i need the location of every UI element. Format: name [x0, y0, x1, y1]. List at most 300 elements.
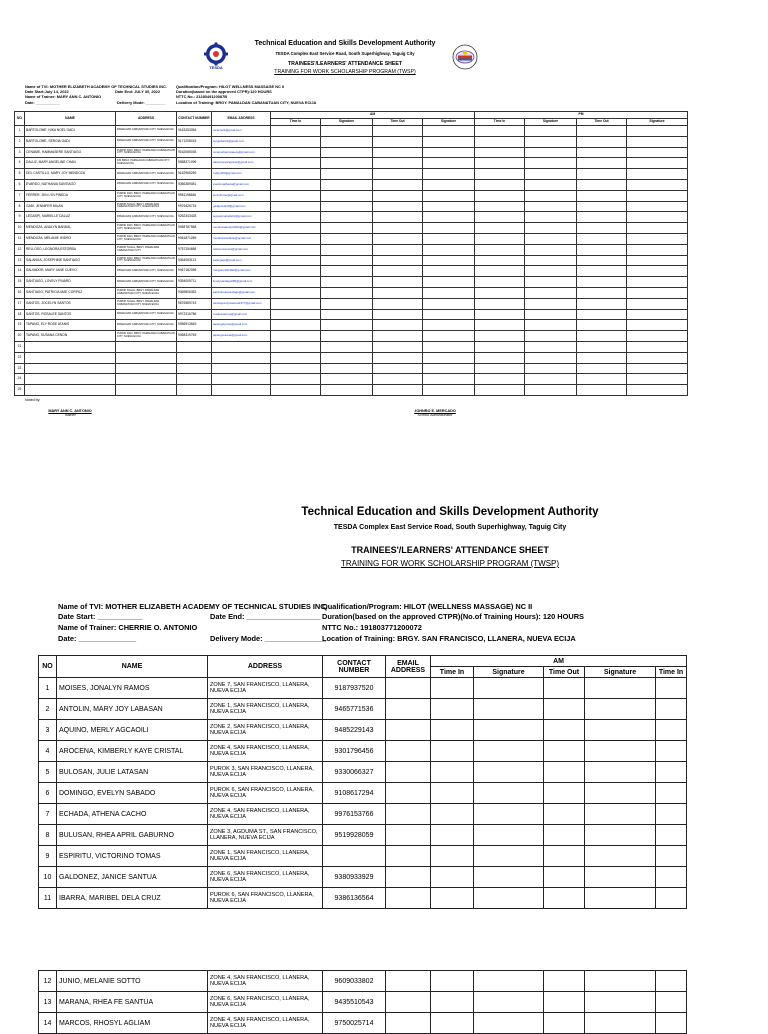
- pm-signature-cell[interactable]: [525, 320, 577, 331]
- pm-signature-cell[interactable]: [525, 147, 577, 158]
- am-time-out-cell[interactable]: [373, 287, 423, 298]
- pm-time-in-cell[interactable]: [656, 783, 687, 804]
- am-signature-cell[interactable]: [321, 223, 373, 234]
- am-time-in-cell[interactable]: [271, 201, 321, 212]
- am-signature-cell[interactable]: [474, 846, 544, 867]
- pm-signature-2-cell[interactable]: [627, 255, 688, 266]
- pm-time-out-cell[interactable]: [577, 179, 627, 190]
- pm-signature-2-cell[interactable]: [627, 136, 688, 147]
- pm-time-out-cell[interactable]: [577, 320, 627, 331]
- am-time-out-cell[interactable]: [544, 971, 585, 992]
- pm-time-in-cell[interactable]: [656, 971, 687, 992]
- am-signature-2-cell[interactable]: [423, 126, 475, 137]
- pm-signature-cell[interactable]: [525, 287, 577, 298]
- am-signature-2-cell[interactable]: [585, 825, 656, 846]
- am-signature-2-cell[interactable]: [423, 147, 475, 158]
- am-signature-2-cell[interactable]: [423, 244, 475, 255]
- am-signature-2-cell[interactable]: [585, 867, 656, 888]
- trainee-email[interactable]: [386, 1013, 431, 1034]
- am-time-in-cell[interactable]: [271, 363, 321, 374]
- trainee-email[interactable]: [386, 846, 431, 867]
- trainee-email[interactable]: [386, 783, 431, 804]
- table-row: [15, 244, 688, 255]
- am-signature-cell[interactable]: [321, 352, 373, 363]
- am-time-out-cell[interactable]: [373, 169, 423, 180]
- am-time-out-cell[interactable]: [373, 190, 423, 201]
- pm-time-in-cell[interactable]: [475, 385, 525, 396]
- pm-signature-cell[interactable]: [525, 126, 577, 137]
- am-time-out-cell[interactable]: [544, 867, 585, 888]
- am-signature-cell[interactable]: [321, 126, 373, 137]
- am-signature-2-cell[interactable]: [423, 136, 475, 147]
- am-signature-2-cell[interactable]: [423, 169, 475, 180]
- pm-time-in-cell[interactable]: [656, 804, 687, 825]
- am-signature-cell[interactable]: [321, 244, 373, 255]
- pm-signature-2-cell[interactable]: [627, 385, 688, 396]
- pm-signature-cell[interactable]: [525, 223, 577, 234]
- pm-time-in-cell[interactable]: [475, 201, 525, 212]
- am-signature-2-cell[interactable]: [423, 190, 475, 201]
- pm-time-in-cell[interactable]: [475, 352, 525, 363]
- am-time-in-cell[interactable]: [431, 741, 474, 762]
- am-signature-cell[interactable]: [321, 309, 373, 320]
- am-signature-2-cell[interactable]: [423, 287, 475, 298]
- pm-time-in-cell[interactable]: [475, 320, 525, 331]
- am-time-in-cell[interactable]: [271, 320, 321, 331]
- am-signature-cell[interactable]: [474, 699, 544, 720]
- am-time-out-cell[interactable]: [373, 374, 423, 385]
- pm-time-out-cell[interactable]: [577, 298, 627, 309]
- pm-signature-2-cell[interactable]: [627, 341, 688, 352]
- pm-signature-2-cell[interactable]: [627, 126, 688, 137]
- am-time-out-cell[interactable]: [373, 298, 423, 309]
- am-signature-2-cell[interactable]: [585, 1013, 656, 1034]
- pm-time-out-cell[interactable]: [577, 190, 627, 201]
- trainee-email[interactable]: [386, 888, 431, 909]
- am-time-in-cell[interactable]: [431, 825, 474, 846]
- trainee-address: PUROK TAGAL, BRGY. PAMALDAN CABANATUAN CITY, NUEVA ECIJA: [116, 287, 177, 298]
- pm-signature-2-cell[interactable]: [627, 266, 688, 277]
- am-time-in-cell[interactable]: [431, 783, 474, 804]
- am-signature-cell[interactable]: [321, 277, 373, 288]
- am-signature-2-cell[interactable]: [423, 212, 475, 223]
- am-signature-2-cell[interactable]: [585, 678, 656, 699]
- am-signature-cell[interactable]: [321, 331, 373, 342]
- am-signature-cell[interactable]: [474, 783, 544, 804]
- am-time-out-cell[interactable]: [373, 266, 423, 277]
- pm-signature-cell[interactable]: [525, 136, 577, 147]
- pm-time-in-cell[interactable]: [475, 158, 525, 169]
- am-signature-cell[interactable]: [474, 762, 544, 783]
- am-time-in-cell[interactable]: [271, 190, 321, 201]
- row-number: 13: [39, 992, 57, 1013]
- am-signature-2-cell[interactable]: [423, 158, 475, 169]
- am-time-out-cell[interactable]: [373, 385, 423, 396]
- am-time-out-cell[interactable]: [373, 147, 423, 158]
- am-time-out-cell[interactable]: [544, 699, 585, 720]
- am-signature-cell[interactable]: [474, 825, 544, 846]
- pm-time-in-cell[interactable]: [475, 190, 525, 201]
- am-time-out-cell[interactable]: [373, 341, 423, 352]
- am-time-in-cell[interactable]: [431, 971, 474, 992]
- pm-time-in-cell[interactable]: [475, 309, 525, 320]
- am-time-out-cell[interactable]: [544, 888, 585, 909]
- pm-time-out-cell[interactable]: [577, 201, 627, 212]
- pm-time-out-cell[interactable]: [577, 255, 627, 266]
- am-signature-cell[interactable]: [474, 1013, 544, 1034]
- row-number: 17: [15, 298, 25, 309]
- pm-time-out-cell[interactable]: [577, 126, 627, 137]
- trainee-email[interactable]: [386, 762, 431, 783]
- row-number: 20: [15, 331, 25, 342]
- pm-time-out-cell[interactable]: [577, 374, 627, 385]
- pm-time-in-cell[interactable]: [475, 266, 525, 277]
- pm-signature-cell[interactable]: [525, 363, 577, 374]
- am-time-in-cell[interactable]: [431, 804, 474, 825]
- am-signature-cell[interactable]: [321, 201, 373, 212]
- am-signature-cell[interactable]: [321, 320, 373, 331]
- am-signature-2-cell[interactable]: [585, 699, 656, 720]
- am-time-in-cell[interactable]: [271, 277, 321, 288]
- pm-time-in-cell[interactable]: [475, 277, 525, 288]
- pm-time-in-cell[interactable]: [475, 341, 525, 352]
- pm-time-in-cell[interactable]: [656, 992, 687, 1013]
- am-signature-2-cell[interactable]: [423, 277, 475, 288]
- am-time-out-cell[interactable]: [373, 212, 423, 223]
- pm-time-out-cell[interactable]: [577, 352, 627, 363]
- pm-signature-cell[interactable]: [525, 277, 577, 288]
- pm-signature-2-cell[interactable]: [627, 233, 688, 244]
- pm-signature-2-cell[interactable]: [627, 363, 688, 374]
- am-signature-2-cell[interactable]: [585, 783, 656, 804]
- am-signature-cell[interactable]: [321, 374, 373, 385]
- pm-time-out-cell[interactable]: [577, 223, 627, 234]
- am-time-out-cell[interactable]: [373, 223, 423, 234]
- pm-signature-cell[interactable]: [525, 255, 577, 266]
- am-time-out-cell[interactable]: [373, 233, 423, 244]
- trainee-contact: 9068319763: [177, 331, 212, 342]
- am-signature-cell[interactable]: [321, 136, 373, 147]
- am-time-out-cell[interactable]: [544, 678, 585, 699]
- am-time-in-cell[interactable]: [271, 385, 321, 396]
- pm-time-out-cell[interactable]: [577, 331, 627, 342]
- am-signature-2-cell[interactable]: [423, 223, 475, 234]
- pm-time-out-cell[interactable]: [577, 385, 627, 396]
- am-signature-2-cell[interactable]: [423, 298, 475, 309]
- col-pm-time-out: Time Out: [577, 119, 627, 126]
- am-signature-2-cell[interactable]: [423, 309, 475, 320]
- am-signature-cell[interactable]: [474, 992, 544, 1013]
- am-time-out-cell[interactable]: [544, 783, 585, 804]
- pm-time-in-cell[interactable]: [656, 762, 687, 783]
- pm-signature-2-cell[interactable]: [627, 169, 688, 180]
- am-signature-2-cell[interactable]: [585, 846, 656, 867]
- am-time-out-cell[interactable]: [373, 158, 423, 169]
- am-signature-cell[interactable]: [321, 147, 373, 158]
- school-seal: [452, 44, 478, 70]
- pm-signature-2-cell[interactable]: [627, 223, 688, 234]
- am-time-in-cell[interactable]: [431, 720, 474, 741]
- am-time-in-cell[interactable]: [271, 352, 321, 363]
- pm-signature-2-cell[interactable]: [627, 277, 688, 288]
- pm-time-in-cell[interactable]: [475, 179, 525, 190]
- am-time-in-cell[interactable]: [431, 992, 474, 1013]
- am-signature-cell[interactable]: [321, 298, 373, 309]
- pm-signature-2-cell[interactable]: [627, 287, 688, 298]
- pm-signature-2-cell[interactable]: [627, 158, 688, 169]
- am-time-out-cell[interactable]: [373, 277, 423, 288]
- pm-time-out-cell[interactable]: [577, 309, 627, 320]
- am-time-out-cell[interactable]: [373, 179, 423, 190]
- am-signature-2-cell[interactable]: [585, 804, 656, 825]
- trainee-email[interactable]: [386, 804, 431, 825]
- trainee-address: ZONE 7, SAN FRANCISCO, LLANERA, NUEVA ECIJA: [208, 678, 323, 699]
- pm-signature-2-cell[interactable]: [627, 147, 688, 158]
- pm-signature-cell[interactable]: [525, 374, 577, 385]
- trainee-email[interactable]: [386, 699, 431, 720]
- pm-time-out-cell[interactable]: [577, 233, 627, 244]
- am-signature-cell[interactable]: [321, 212, 373, 223]
- am-signature-2-cell[interactable]: [423, 320, 475, 331]
- am-time-out-cell[interactable]: [373, 201, 423, 212]
- pm-time-out-cell[interactable]: [577, 136, 627, 147]
- pm-signature-2-cell[interactable]: [627, 244, 688, 255]
- pm-signature-cell[interactable]: [525, 298, 577, 309]
- am-time-in-cell[interactable]: [271, 266, 321, 277]
- am-time-in-cell[interactable]: [431, 846, 474, 867]
- am-time-in-cell[interactable]: [271, 309, 321, 320]
- am-signature-cell[interactable]: [321, 385, 373, 396]
- am-time-out-cell[interactable]: [544, 720, 585, 741]
- am-time-out-cell[interactable]: [373, 363, 423, 374]
- am-time-out-cell[interactable]: [544, 741, 585, 762]
- trainee-name: SALANGA, JOSEPHINE SANTIAGO: [25, 255, 116, 266]
- am-time-in-cell[interactable]: [271, 233, 321, 244]
- pm-time-in-cell[interactable]: [475, 169, 525, 180]
- am-time-in-cell[interactable]: [431, 678, 474, 699]
- pm-time-in-cell[interactable]: [656, 678, 687, 699]
- pm-time-in-cell[interactable]: [475, 233, 525, 244]
- am-time-in-cell[interactable]: [431, 1013, 474, 1034]
- pm-time-in-cell[interactable]: [475, 363, 525, 374]
- am-time-in-cell[interactable]: [431, 888, 474, 909]
- pm-time-out-cell[interactable]: [577, 212, 627, 223]
- am-time-in-cell[interactable]: [271, 255, 321, 266]
- am-signature-cell[interactable]: [321, 233, 373, 244]
- am-signature-cell[interactable]: [474, 804, 544, 825]
- am-time-out-cell[interactable]: [373, 126, 423, 137]
- am-time-out-cell[interactable]: [373, 244, 423, 255]
- am-time-out-cell[interactable]: [373, 255, 423, 266]
- pm-signature-2-cell[interactable]: [627, 298, 688, 309]
- am-signature-cell[interactable]: [321, 190, 373, 201]
- am-time-in-cell[interactable]: [431, 867, 474, 888]
- am-signature-cell[interactable]: [474, 720, 544, 741]
- pm-signature-cell[interactable]: [525, 331, 577, 342]
- pm-time-in-cell[interactable]: [475, 255, 525, 266]
- pm-time-in-cell[interactable]: [656, 699, 687, 720]
- pm-signature-2-cell[interactable]: [627, 212, 688, 223]
- pm-signature-cell[interactable]: [525, 309, 577, 320]
- am-signature-2-cell[interactable]: [423, 201, 475, 212]
- am-signature-2-cell[interactable]: [585, 762, 656, 783]
- pm-signature-2-cell[interactable]: [627, 374, 688, 385]
- am-time-in-cell[interactable]: [271, 169, 321, 180]
- am-signature-cell[interactable]: [321, 179, 373, 190]
- am-signature-cell[interactable]: [474, 678, 544, 699]
- trainee-email[interactable]: [386, 678, 431, 699]
- am-time-in-cell[interactable]: [271, 341, 321, 352]
- am-signature-cell[interactable]: [321, 363, 373, 374]
- pm-signature-2-cell[interactable]: [627, 320, 688, 331]
- pm-time-in-cell[interactable]: [475, 126, 525, 137]
- am-signature-cell[interactable]: [321, 169, 373, 180]
- am-signature-cell[interactable]: [321, 158, 373, 169]
- table-row: [15, 309, 688, 320]
- am-time-in-cell[interactable]: [271, 212, 321, 223]
- am-time-in-cell[interactable]: [271, 331, 321, 342]
- am-time-out-cell[interactable]: [544, 992, 585, 1013]
- pm-signature-2-cell[interactable]: [627, 309, 688, 320]
- am-signature-2-cell[interactable]: [423, 363, 475, 374]
- am-signature-cell[interactable]: [474, 888, 544, 909]
- pm-time-in-cell[interactable]: [656, 720, 687, 741]
- pm-time-in-cell[interactable]: [475, 147, 525, 158]
- pm-signature-cell[interactable]: [525, 341, 577, 352]
- am-time-out-cell[interactable]: [373, 309, 423, 320]
- am-time-out-cell[interactable]: [544, 846, 585, 867]
- am-signature-2-cell[interactable]: [423, 179, 475, 190]
- pm-signature-cell[interactable]: [525, 201, 577, 212]
- pm-signature-2-cell[interactable]: [627, 352, 688, 363]
- am-time-out-cell[interactable]: [373, 331, 423, 342]
- pm-time-in-cell[interactable]: [475, 374, 525, 385]
- pm-signature-cell[interactable]: [525, 233, 577, 244]
- pm-time-out-cell[interactable]: [577, 147, 627, 158]
- row-number: 1: [15, 126, 25, 137]
- pm-signature-cell[interactable]: [525, 169, 577, 180]
- pm-signature-cell[interactable]: [525, 244, 577, 255]
- pm-time-out-cell[interactable]: [577, 287, 627, 298]
- am-signature-cell[interactable]: [474, 741, 544, 762]
- pm-time-in-cell[interactable]: [656, 741, 687, 762]
- pm-time-in-cell[interactable]: [475, 212, 525, 223]
- am-signature-2-cell[interactable]: [423, 341, 475, 352]
- pm-time-out-cell[interactable]: [577, 169, 627, 180]
- pm-signature-2-cell[interactable]: [627, 179, 688, 190]
- pm-time-in-cell[interactable]: [475, 287, 525, 298]
- am-signature-2-cell[interactable]: [423, 385, 475, 396]
- row-number: 19: [15, 320, 25, 331]
- trainee-email[interactable]: [386, 741, 431, 762]
- am-signature-2-cell[interactable]: [423, 266, 475, 277]
- am-signature-cell[interactable]: [474, 971, 544, 992]
- trainee-email[interactable]: [386, 720, 431, 741]
- trainee-address: PUROK TAGAL, BRGY. PAMALDAN CABANATUAN CITY, NUEVA ECIJA: [116, 201, 177, 212]
- am-time-in-cell[interactable]: [271, 244, 321, 255]
- am-signature-cell[interactable]: [474, 867, 544, 888]
- pm-signature-cell[interactable]: [525, 352, 577, 363]
- am-signature-2-cell[interactable]: [423, 352, 475, 363]
- am-time-in-cell[interactable]: [271, 179, 321, 190]
- am-signature-2-cell[interactable]: [423, 255, 475, 266]
- am-time-in-cell[interactable]: [271, 298, 321, 309]
- pm-signature-cell[interactable]: [525, 179, 577, 190]
- pm-time-in-cell[interactable]: [656, 867, 687, 888]
- am-time-out-cell[interactable]: [544, 1013, 585, 1034]
- am-signature-2-cell[interactable]: [423, 374, 475, 385]
- am-time-out-cell[interactable]: [544, 825, 585, 846]
- am-signature-cell[interactable]: [321, 255, 373, 266]
- pm-time-out-cell[interactable]: [577, 244, 627, 255]
- am-time-out-cell[interactable]: [373, 320, 423, 331]
- trainee-email[interactable]: [386, 867, 431, 888]
- trainee-email[interactable]: [386, 992, 431, 1013]
- am-signature-cell[interactable]: [321, 287, 373, 298]
- pm-time-out-cell[interactable]: [577, 158, 627, 169]
- pm-time-out-cell[interactable]: [577, 277, 627, 288]
- am-signature-2-cell[interactable]: [585, 720, 656, 741]
- pm-time-in-cell[interactable]: [656, 888, 687, 909]
- pm-signature-2-cell[interactable]: [627, 331, 688, 342]
- pm-signature-cell[interactable]: [525, 190, 577, 201]
- am-time-in-cell[interactable]: [431, 762, 474, 783]
- pm-signature-cell[interactable]: [525, 266, 577, 277]
- pm-signature-2-cell[interactable]: [627, 190, 688, 201]
- am-signature-2-cell[interactable]: [585, 741, 656, 762]
- am-signature-2-cell[interactable]: [585, 971, 656, 992]
- am-signature-2-cell[interactable]: [585, 992, 656, 1013]
- pm-time-in-cell[interactable]: [475, 136, 525, 147]
- pm-time-out-cell[interactable]: [577, 363, 627, 374]
- pm-time-in-cell[interactable]: [475, 331, 525, 342]
- am-time-in-cell[interactable]: [271, 136, 321, 147]
- table-row: [15, 385, 688, 396]
- am-signature-2-cell[interactable]: [585, 888, 656, 909]
- pm-time-out-cell[interactable]: [577, 266, 627, 277]
- pm-time-in-cell[interactable]: [656, 846, 687, 867]
- pm-time-in-cell[interactable]: [475, 298, 525, 309]
- am-time-out-cell[interactable]: [373, 136, 423, 147]
- am-signature-2-cell[interactable]: [423, 331, 475, 342]
- trainer-name: Name of Trainer: CHERRIE O. ANTONIO: [58, 623, 198, 632]
- pm-time-in-cell[interactable]: [656, 825, 687, 846]
- pm-signature-cell[interactable]: [525, 385, 577, 396]
- am-time-out-cell[interactable]: [544, 804, 585, 825]
- am-time-out-cell[interactable]: [373, 352, 423, 363]
- am-time-in-cell[interactable]: [271, 126, 321, 137]
- am-time-in-cell[interactable]: [271, 158, 321, 169]
- am-time-in-cell[interactable]: [271, 147, 321, 158]
- am-time-in-cell[interactable]: [271, 287, 321, 298]
- pm-signature-cell[interactable]: [525, 158, 577, 169]
- pm-time-in-cell[interactable]: [656, 1013, 687, 1034]
- am-time-in-cell[interactable]: [431, 699, 474, 720]
- pm-time-in-cell[interactable]: [475, 244, 525, 255]
- pm-signature-cell[interactable]: [525, 212, 577, 223]
- am-time-out-cell[interactable]: [544, 762, 585, 783]
- pm-time-out-cell[interactable]: [577, 341, 627, 352]
- pm-signature-2-cell[interactable]: [627, 201, 688, 212]
- pm-time-in-cell[interactable]: [475, 223, 525, 234]
- am-signature-cell[interactable]: [321, 266, 373, 277]
- trainee-email[interactable]: [386, 825, 431, 846]
- am-signature-cell[interactable]: [321, 341, 373, 352]
- am-signature-2-cell[interactable]: [423, 233, 475, 244]
- trainee-email[interactable]: [386, 971, 431, 992]
- am-time-in-cell[interactable]: [271, 374, 321, 385]
- am-time-in-cell[interactable]: [271, 223, 321, 234]
